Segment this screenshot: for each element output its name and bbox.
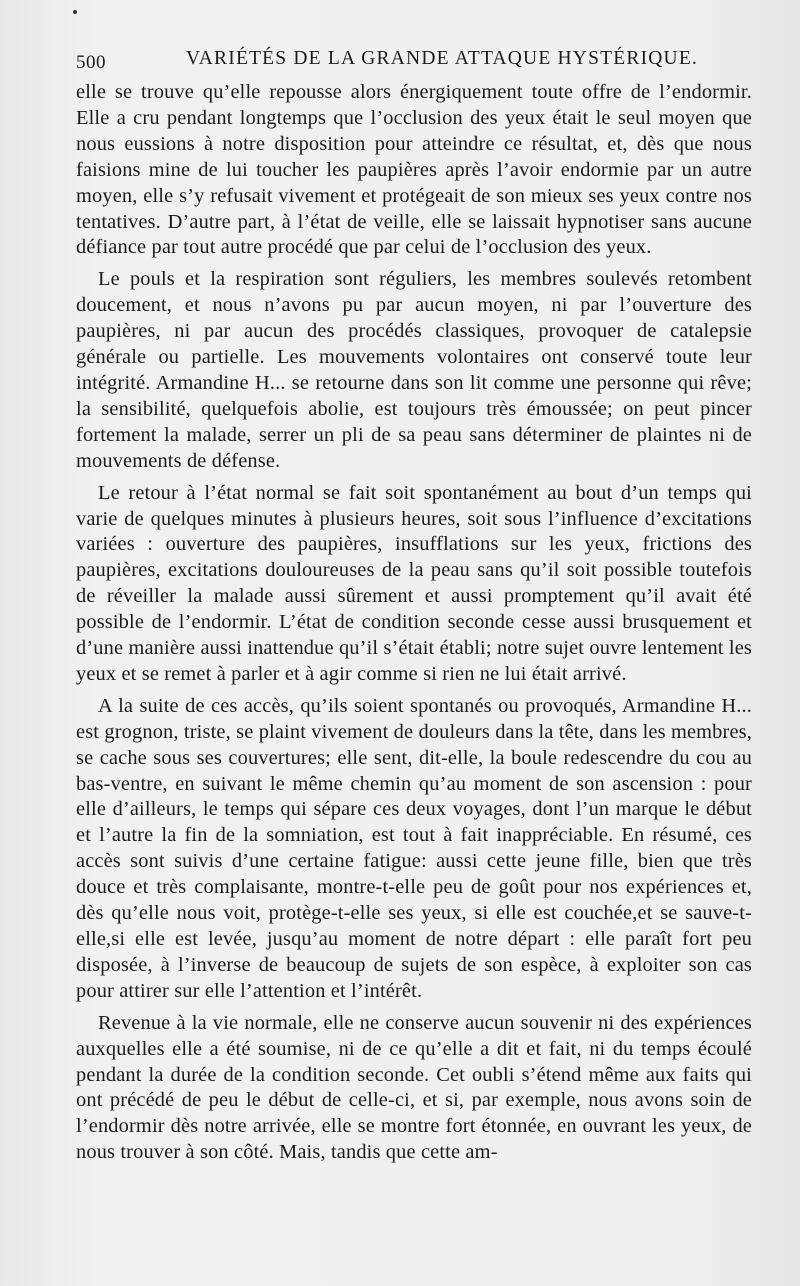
paragraph-4: A la suite de ces accès, qu’ils soient spontanés ou provoqués, Armandine H... est grognon, triste, se plaint vivement de douleurs dans la tête, dans les membres, se cache sous ses couvertures; elle sent, dit-elle, la boule redescendre du cou au bas-ventre, en suivant le même chemin qu’au moment de son ascension : pour elle d’ailleurs, le temps qui sépare ces deux voyages, dont l’un marque le début et l’autre la fin de la somniation, est tout à fait inappréciable. En résumé, ces accès sont suivis d’une certaine fatigue: aussi cette jeune fille, bien que très douce et très complaisante, montre-t-elle peu de goût pour nos expériences et, dès qu’elle nous voit, protège-t-elle ses yeux, si elle est couchée,et se sauve-t-elle,si elle est levée, jusqu’au moment de notre départ : elle paraît fort peu disposée, à l’inverse de beaucoup de sujets de son espèce, à exploiter son cas pour attirer sur elle l’attention et l’intérêt. [76, 694, 752, 1002]
paragraph-1: elle se trouve qu’elle repousse alors énergiquement toute offre de l’endormir. Elle a cru pendant longtemps que l’occlusion des yeux était le seul moyen que nous eussions à notre disposition pour atteindre ce résultat, et, dès que nous faisions mine de lui toucher les paupières après l’avoir endormie par un autre moyen, elle s’y refusait vivement et protégeait de son mieux ses yeux contre nos tentatives. D’autre part, à l’état de veille, elle se laissait hypnotiser sans aucune défiance par tout autre procédé que par celui de l’occlusion des yeux. [76, 81, 752, 259]
paragraph-2: Le pouls et la respiration sont réguliers, les membres soulevés retombent doucement, et nous n’avons pu par aucun moyen, ni par l’ouverture des paupières, ni par aucun des procédés classiques, provoquer de catalepsie générale ou partielle. Les mouvements volontaires ont conservé toute leur intégrité. Armandine H... se retourne dans son lit comme une personne qui rêve; la sensibilité, quelquefois abolie, est toujours très émoussée; on peut pincer fortement la malade, serrer un pli de sa peau sans déterminer de plaintes ni de mouvements de défense. [76, 268, 752, 472]
paragraph-3: Le retour à l’état normal se fait soit spontanément au bout d’un temps qui varie de quelques minutes à plusieurs heures, soit sous l’influence d’excitations variées : ouverture des paupières, insufflations sur les yeux, frictions des paupières, excitations douloureuses de la peau sans qu’il soit possible toutefois de réveiller la malade aussi sûrement et aussi promptement qu’il avait été possible de l’endormir. L’état de condition seconde cesse aussi brusquement et d’une manière aussi inattendue qu’il s’était établi; notre sujet ouvre lentement les yeux et se remet à parler et à agir comme si rien ne lui était arrivé. [76, 481, 752, 685]
ink-speck [73, 10, 77, 14]
page-number: 500 [76, 52, 106, 73]
running-title: VARIÉTÉS DE LA GRANDE ATTAQUE HYSTÉRIQUE. [186, 48, 699, 69]
page-header [76, 44, 752, 74]
body-text [76, 80, 752, 1166]
paragraph-5: Revenue à la vie normale, elle ne conserve aucun souvenir ni des expériences auxquelles elle a été soumise, ni de ce qu’elle a dit et fait, ni du temps écoulé pendant la durée de la condition seconde. Cet oubli s’étend même aux faits qui ont précédé de peu le début de celle-ci, et si, par exemple, nous avons soin de l’endormir dès notre arrivée, elle se montre fort étonnée, en ouvrant les yeux, de nous trouver à son côté. Mais, tandis que cette am- [76, 1011, 752, 1164]
